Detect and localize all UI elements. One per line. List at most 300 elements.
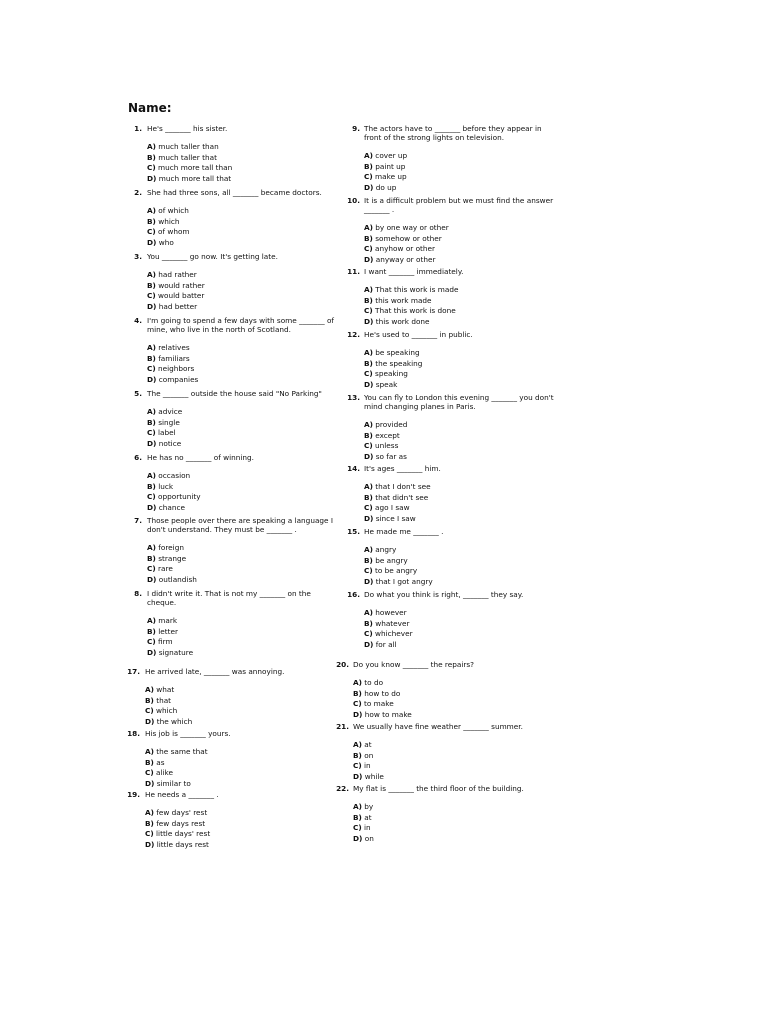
option-letter: D)	[364, 514, 374, 524]
option-text: speak	[373, 380, 398, 390]
option-text: would rather	[155, 280, 205, 290]
option-text: unless	[372, 441, 399, 451]
question-number: 19.	[127, 790, 140, 799]
answer-option[interactable]	[145, 685, 330, 696]
question-text: He arrived late, _______ was annoying.	[145, 667, 285, 676]
question-21	[336, 722, 543, 783]
question-19	[127, 790, 330, 851]
answer-option[interactable]	[145, 696, 330, 707]
answer-options	[147, 543, 342, 586]
answer-option[interactable]	[147, 375, 347, 386]
option-letter: A)	[145, 747, 154, 756]
option-letter: B)	[364, 295, 373, 305]
option-letter: A)	[147, 206, 156, 215]
option-letter: C)	[364, 629, 373, 639]
option-letter: A)	[147, 543, 156, 552]
option-letter: B)	[364, 233, 373, 243]
question-text: We usually have fine weather _______ summer.	[353, 722, 523, 731]
option-text: at	[361, 740, 372, 749]
answer-option[interactable]	[353, 678, 543, 689]
option-text: how to do	[361, 688, 401, 698]
answer-option[interactable]	[147, 153, 332, 164]
answer-option[interactable]	[353, 813, 543, 824]
question-text: His job is _______ yours.	[145, 729, 231, 738]
option-text: anyway or other	[373, 255, 436, 265]
option-text: cover up	[372, 151, 408, 160]
option-letter: D)	[145, 840, 155, 850]
option-letter: D)	[147, 503, 157, 513]
option-letter: C)	[353, 761, 362, 771]
question-text: Those people over there are speaking a language I don't understand. They must be _______ .	[147, 516, 334, 534]
question-text: It's ages _______ him.	[364, 464, 441, 473]
question-text: I want _______ immediately.	[364, 267, 464, 276]
option-text: few days rest	[153, 818, 206, 828]
option-letter: A)	[364, 482, 373, 491]
option-text: to be angry	[372, 566, 418, 576]
option-letter: A)	[364, 608, 373, 617]
option-letter: C)	[364, 306, 373, 316]
option-text: as	[153, 757, 165, 767]
option-letter: D)	[145, 717, 155, 727]
option-text: on	[361, 750, 374, 760]
question-number: 10.	[347, 196, 360, 205]
question-10	[347, 196, 564, 266]
answer-option[interactable]	[145, 758, 330, 769]
option-text: provided	[372, 420, 408, 429]
answer-option[interactable]	[147, 174, 332, 185]
answer-option[interactable]	[353, 740, 543, 751]
option-letter: C)	[364, 244, 373, 254]
answer-option[interactable]	[147, 343, 347, 354]
answer-option[interactable]	[364, 223, 564, 234]
answer-option[interactable]	[147, 407, 347, 418]
answer-option[interactable]	[364, 317, 554, 328]
question-number: 6.	[134, 453, 142, 462]
answer-options	[145, 808, 330, 851]
answer-option[interactable]	[147, 364, 347, 375]
question-text: You _______ go now. It's getting late.	[147, 252, 278, 261]
question-17	[127, 667, 330, 728]
option-letter: B)	[353, 688, 362, 698]
answer-option[interactable]	[147, 482, 332, 493]
answer-option[interactable]	[364, 420, 564, 431]
question-text: He needs a _______ .	[145, 790, 219, 799]
answer-option[interactable]	[147, 302, 332, 313]
answer-option[interactable]	[364, 577, 554, 588]
option-letter: C)	[147, 637, 156, 647]
answer-option[interactable]	[147, 627, 327, 638]
question-number: 9.	[352, 124, 360, 133]
option-text: little days rest	[154, 840, 209, 850]
answer-option[interactable]	[364, 629, 554, 640]
option-letter: B)	[147, 152, 156, 162]
option-letter: B)	[364, 430, 373, 440]
answer-option[interactable]	[353, 834, 543, 845]
answer-option[interactable]	[353, 751, 543, 762]
option-letter: B)	[364, 161, 373, 171]
question-5	[134, 389, 347, 450]
question-9	[352, 124, 554, 194]
option-text: ago I saw	[372, 503, 410, 513]
answer-option[interactable]	[147, 564, 342, 575]
option-text: do up	[373, 183, 397, 193]
option-letter: D)	[147, 648, 157, 658]
option-letter: D)	[364, 317, 374, 327]
option-text: by	[361, 802, 374, 811]
option-text: label	[155, 428, 176, 438]
answer-option[interactable]	[364, 359, 554, 370]
option-text: to make	[361, 699, 394, 709]
option-letter: A)	[364, 348, 373, 357]
answer-option[interactable]	[147, 354, 347, 365]
answer-options	[145, 685, 330, 728]
option-letter: A)	[353, 678, 362, 687]
answer-option[interactable]	[364, 285, 554, 296]
answer-option[interactable]	[364, 234, 564, 245]
option-text: speaking	[372, 369, 408, 379]
option-text: would batter	[155, 291, 205, 301]
answer-option[interactable]	[147, 554, 342, 565]
option-letter: B)	[364, 555, 373, 565]
answer-option[interactable]	[147, 163, 332, 174]
option-text: somehow or other	[372, 233, 442, 243]
option-letter: D)	[353, 772, 363, 782]
option-text: paint up	[372, 161, 406, 171]
option-text: single	[155, 417, 180, 427]
option-letter: C)	[147, 492, 156, 502]
answer-option[interactable]	[364, 255, 564, 266]
answer-option[interactable]	[364, 306, 554, 317]
question-number: 21.	[336, 722, 349, 731]
option-text: which	[155, 216, 180, 226]
option-text: that	[153, 695, 172, 705]
question-number: 5.	[134, 389, 142, 398]
option-letter: D)	[147, 375, 157, 385]
answer-option[interactable]	[147, 637, 327, 648]
answer-option[interactable]	[364, 441, 564, 452]
option-letter: B)	[147, 353, 156, 363]
option-text: That this work is done	[372, 306, 456, 316]
option-text: to do	[361, 678, 384, 687]
answer-option[interactable]	[147, 227, 332, 238]
answer-option[interactable]	[147, 291, 332, 302]
answer-option[interactable]	[364, 619, 554, 630]
answer-options	[364, 545, 554, 588]
option-letter: A)	[147, 270, 156, 279]
answer-option[interactable]	[364, 296, 554, 307]
question-number: 4.	[134, 316, 142, 325]
option-text: since I saw	[373, 514, 416, 524]
answer-option[interactable]	[145, 717, 330, 728]
answer-option[interactable]	[147, 616, 327, 627]
option-text: the speaking	[372, 358, 423, 368]
question-20	[336, 660, 543, 721]
question-number: 1.	[134, 124, 142, 133]
option-text: similar to	[154, 779, 191, 789]
answer-option[interactable]	[145, 768, 330, 779]
answer-option[interactable]	[147, 575, 342, 586]
answer-option[interactable]	[147, 270, 332, 281]
answer-options	[353, 740, 543, 783]
question-number: 14.	[347, 464, 360, 473]
page-title: Name:	[128, 101, 172, 115]
answer-option[interactable]	[147, 217, 332, 228]
option-letter: D)	[145, 779, 155, 789]
question-number: 8.	[134, 589, 142, 598]
option-letter: A)	[147, 407, 156, 416]
question-16	[347, 590, 554, 651]
answer-option[interactable]	[364, 348, 554, 359]
question-8	[134, 589, 327, 659]
answer-option[interactable]	[353, 761, 543, 772]
option-text: familiars	[155, 353, 190, 363]
option-text: signature	[156, 648, 194, 658]
answer-option[interactable]	[147, 492, 332, 503]
question-number: 12.	[347, 330, 360, 339]
answer-option[interactable]	[147, 543, 342, 554]
answer-option[interactable]	[145, 840, 330, 851]
option-letter: B)	[147, 626, 156, 636]
option-letter: C)	[353, 699, 362, 709]
option-letter: C)	[147, 227, 156, 237]
option-letter: D)	[147, 238, 157, 248]
question-text: It is a difficult problem but we must find the answer _______ .	[364, 196, 554, 214]
option-letter: D)	[364, 640, 374, 650]
option-letter: C)	[145, 829, 154, 839]
option-text: be angry	[372, 555, 408, 565]
answer-option[interactable]	[364, 608, 554, 619]
answer-option[interactable]	[353, 689, 543, 700]
answer-option[interactable]	[353, 710, 543, 721]
answer-option[interactable]	[364, 151, 554, 162]
option-letter: B)	[145, 757, 154, 767]
option-letter: C)	[147, 163, 156, 173]
option-letter: B)	[364, 492, 373, 502]
option-text: had better	[156, 302, 198, 312]
option-text: chance	[156, 503, 185, 513]
answer-options	[147, 471, 332, 514]
answer-option[interactable]	[364, 556, 554, 567]
option-letter: A)	[364, 285, 373, 294]
answer-option[interactable]	[364, 244, 564, 255]
answer-options	[364, 285, 554, 328]
answer-option[interactable]	[364, 452, 564, 463]
answer-option[interactable]	[147, 428, 347, 439]
option-letter: A)	[353, 802, 362, 811]
option-letter: C)	[147, 564, 156, 574]
answer-options	[364, 223, 564, 266]
answer-option[interactable]	[364, 162, 554, 173]
question-15	[347, 527, 554, 588]
question-text: The actors have to _______ before they appear in front of the strong lights on television.	[364, 124, 542, 142]
option-text: rare	[155, 564, 173, 574]
answer-option[interactable]	[364, 566, 554, 577]
option-text: foreign	[155, 543, 184, 552]
option-letter: B)	[364, 358, 373, 368]
question-number: 7.	[134, 516, 142, 525]
answer-options	[364, 151, 554, 194]
question-number: 3.	[134, 252, 142, 261]
question-text: He's used to _______ in public.	[364, 330, 473, 339]
answer-option[interactable]	[147, 648, 327, 659]
option-letter: C)	[364, 172, 373, 182]
question-18	[127, 729, 330, 790]
option-letter: C)	[147, 364, 156, 374]
question-text: You can fly to London this evening _______ you don't mind changing planes in Paris.	[364, 393, 554, 411]
option-text: relatives	[155, 343, 190, 352]
question-text: My flat is _______ the third floor of the building.	[353, 784, 524, 793]
answer-option[interactable]	[147, 439, 347, 450]
answer-option[interactable]	[353, 699, 543, 710]
question-1	[134, 124, 332, 185]
option-letter: B)	[145, 695, 154, 705]
answer-option[interactable]	[364, 482, 554, 493]
option-text: companies	[156, 375, 199, 385]
option-letter: C)	[145, 768, 154, 778]
option-text: while	[362, 772, 384, 782]
option-text: except	[372, 430, 400, 440]
option-letter: B)	[364, 618, 373, 628]
option-text: of whom	[155, 227, 190, 237]
option-text: on	[362, 834, 374, 844]
question-number: 18.	[127, 729, 140, 738]
option-letter: A)	[353, 740, 362, 749]
question-number: 20.	[336, 660, 349, 669]
answer-options	[147, 206, 332, 249]
answer-option[interactable]	[364, 369, 554, 380]
answer-option[interactable]	[145, 779, 330, 790]
question-text: He's _______ his sister.	[147, 124, 228, 133]
answer-option[interactable]	[364, 431, 564, 442]
answer-option[interactable]	[364, 493, 554, 504]
question-3	[134, 252, 332, 313]
option-letter: D)	[147, 575, 157, 585]
option-text: notice	[156, 439, 182, 449]
answer-options	[147, 142, 332, 185]
answer-options	[353, 802, 543, 845]
option-letter: D)	[353, 834, 363, 844]
answer-option[interactable]	[364, 172, 554, 183]
answer-option[interactable]	[147, 281, 332, 292]
option-letter: D)	[147, 439, 157, 449]
option-letter: A)	[147, 471, 156, 480]
answer-option[interactable]	[147, 206, 332, 217]
answer-option[interactable]	[353, 823, 543, 834]
question-text: He has no _______ of winning.	[147, 453, 254, 462]
answer-option[interactable]	[364, 183, 554, 194]
option-text: occasion	[155, 471, 191, 480]
option-letter: D)	[364, 183, 374, 193]
answer-option[interactable]	[145, 819, 330, 830]
option-text: alike	[153, 768, 174, 778]
option-text: that I got angry	[373, 577, 433, 587]
answer-option[interactable]	[145, 706, 330, 717]
answer-option[interactable]	[145, 747, 330, 758]
option-text: strange	[155, 553, 187, 563]
option-letter: D)	[364, 452, 374, 462]
answer-option[interactable]	[364, 640, 554, 651]
question-12	[347, 330, 554, 391]
option-letter: C)	[364, 503, 373, 513]
option-letter: A)	[364, 223, 373, 232]
option-text: few days' rest	[153, 808, 208, 817]
answer-option[interactable]	[147, 471, 332, 482]
question-text: Do you know _______ the repairs?	[353, 660, 475, 669]
answer-option[interactable]	[147, 503, 332, 514]
answer-options	[147, 616, 327, 659]
option-letter: A)	[147, 142, 156, 151]
option-letter: C)	[364, 441, 373, 451]
option-text: outlandish	[156, 575, 197, 585]
option-text: had rather	[155, 270, 197, 279]
option-letter: C)	[147, 291, 156, 301]
answer-option[interactable]	[147, 238, 332, 249]
answer-options	[147, 407, 347, 450]
question-22	[336, 784, 543, 845]
option-letter: A)	[364, 151, 373, 160]
answer-option[interactable]	[147, 142, 332, 153]
question-text: He made me _______ .	[364, 527, 444, 536]
option-text: so far as	[373, 452, 407, 462]
option-text: little days' rest	[153, 829, 211, 839]
answer-option[interactable]	[364, 545, 554, 556]
answer-option[interactable]	[364, 514, 554, 525]
option-letter: B)	[145, 818, 154, 828]
option-letter: A)	[145, 685, 154, 694]
question-number: 15.	[347, 527, 360, 536]
answer-option[interactable]	[147, 418, 347, 429]
answer-options	[147, 343, 347, 386]
answer-option[interactable]	[353, 772, 543, 783]
answer-option[interactable]	[145, 829, 330, 840]
answer-option[interactable]	[145, 808, 330, 819]
option-letter: B)	[147, 280, 156, 290]
question-text: Do what you think is right, _______ they say.	[364, 590, 524, 599]
option-letter: C)	[353, 823, 362, 833]
answer-option[interactable]	[353, 802, 543, 813]
option-letter: B)	[353, 750, 362, 760]
option-text: much taller than	[155, 142, 219, 151]
option-letter: B)	[147, 481, 156, 491]
question-number: 17.	[127, 667, 140, 676]
answer-options	[364, 608, 554, 651]
option-text: how to make	[362, 710, 412, 720]
question-number: 11.	[347, 267, 360, 276]
question-2	[134, 188, 332, 249]
option-text: by one way or other	[372, 223, 449, 232]
option-letter: C)	[364, 369, 373, 379]
question-4	[134, 316, 347, 386]
option-text: that I don't see	[372, 482, 431, 491]
option-text: whichever	[372, 629, 413, 639]
option-text: of which	[155, 206, 189, 215]
answer-options	[147, 270, 332, 313]
answer-option[interactable]	[364, 380, 554, 391]
option-text: however	[372, 608, 407, 617]
option-letter: A)	[147, 616, 156, 625]
option-text: this work made	[372, 295, 432, 305]
option-letter: C)	[147, 428, 156, 438]
option-letter: C)	[364, 566, 373, 576]
option-text: luck	[155, 481, 174, 491]
answer-option[interactable]	[364, 503, 554, 514]
option-text: advice	[155, 407, 183, 416]
question-7	[134, 516, 342, 586]
option-text: make up	[372, 172, 407, 182]
option-text: the same that	[153, 747, 208, 756]
question-text: I'm going to spend a few days with some _______ of mine, who live in the north of Scotland.	[147, 316, 334, 334]
option-text: this work done	[373, 317, 430, 327]
